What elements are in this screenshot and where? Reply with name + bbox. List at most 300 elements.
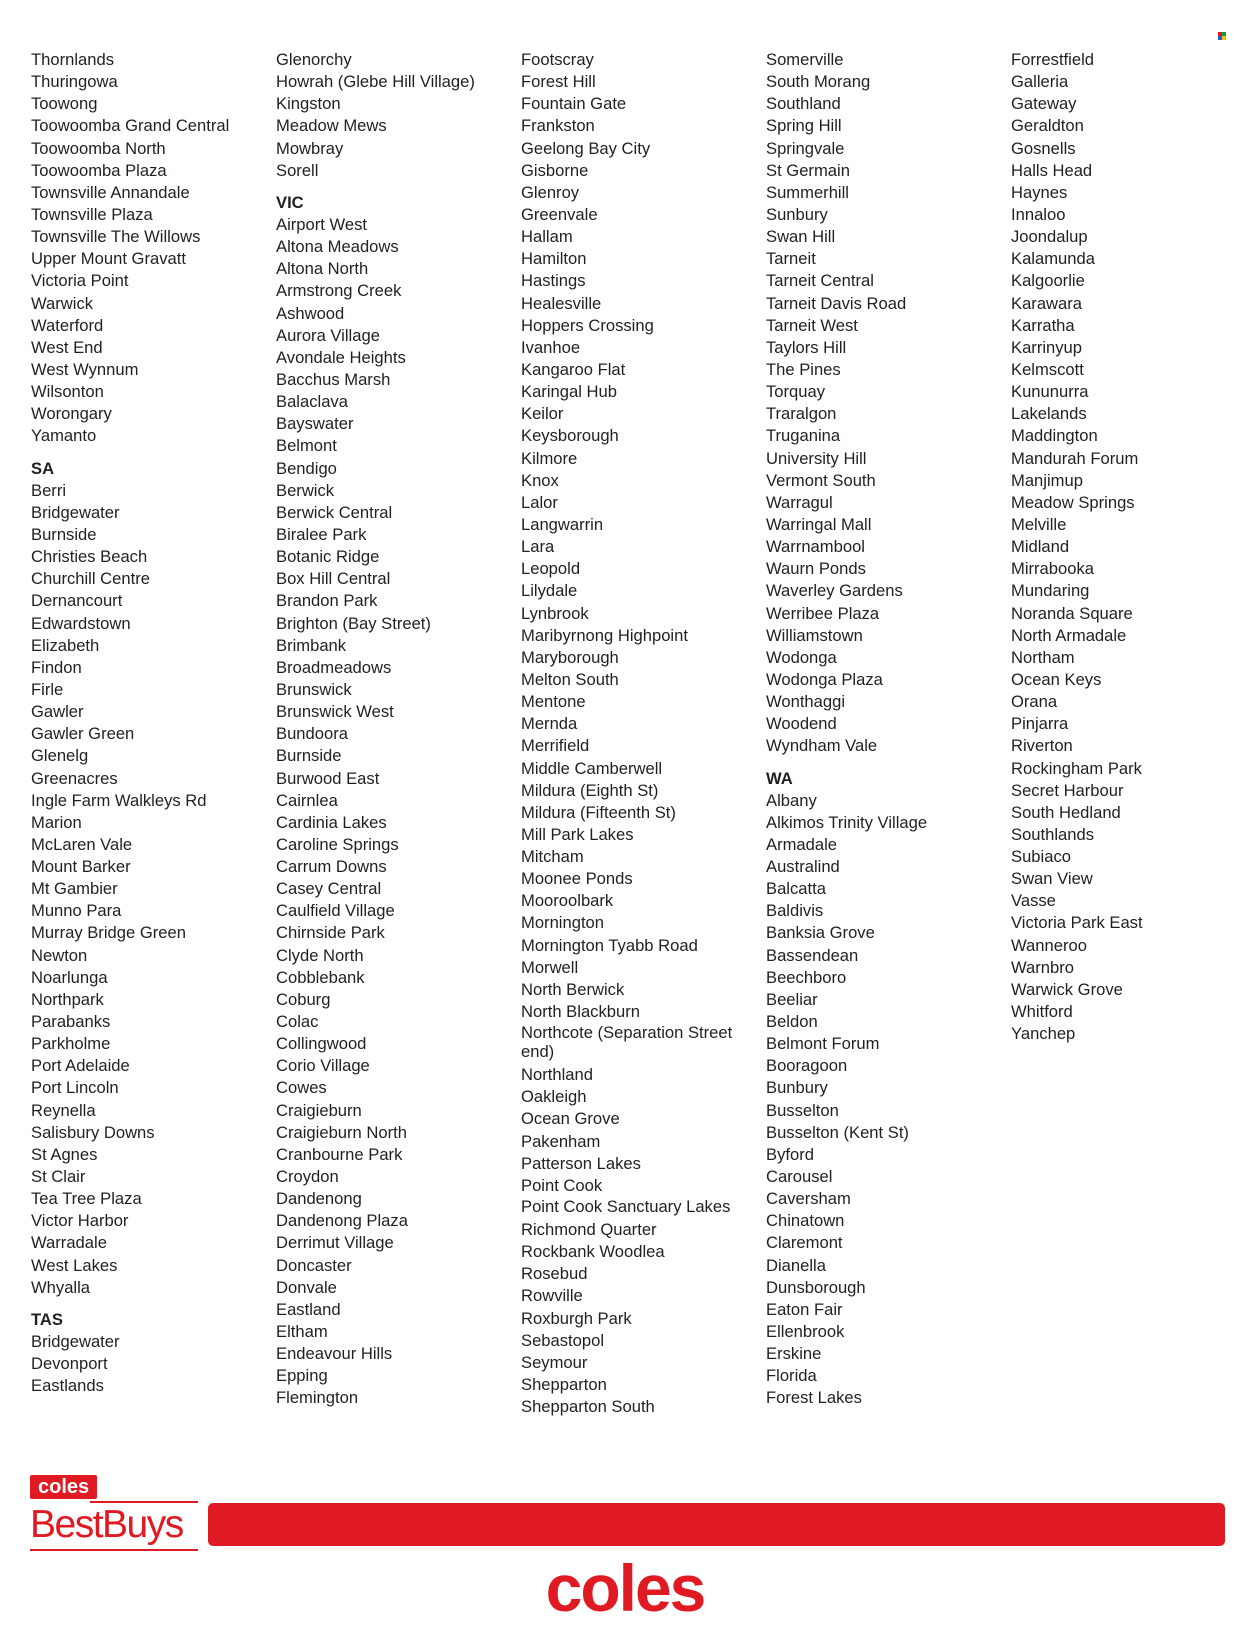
store-name: Traralgon	[766, 404, 837, 424]
store-name: Ivanhoe	[521, 337, 581, 357]
store-name: Elizabeth	[31, 635, 100, 655]
store-name: Edwardstown	[31, 613, 131, 633]
store-name: Subiaco	[1011, 847, 1071, 867]
store-name: Salisbury Downs	[31, 1122, 155, 1142]
store-name: Meadow Mews	[276, 116, 387, 136]
store-name: Caulfield Village	[276, 901, 395, 921]
store-name: Cobblebank	[276, 967, 365, 987]
store-name: Karawara	[1011, 293, 1083, 313]
store-name: Kilmore	[521, 448, 578, 468]
store-name: Meadow Springs	[1011, 492, 1135, 512]
store-column-1	[31, 49, 271, 1397]
store-name: Manjimup	[1011, 470, 1083, 490]
store-name: Bridgewater	[31, 502, 120, 522]
store-name: Whyalla	[31, 1277, 91, 1297]
store-name: Galleria	[1011, 72, 1069, 92]
store-name: North Blackburn	[521, 1002, 640, 1022]
store-name: Gawler Green	[31, 724, 135, 744]
store-name: Clyde North	[276, 945, 364, 965]
store-name: Frankston	[521, 116, 595, 136]
store-name: Brimbank	[276, 635, 347, 655]
store-name: Northcote (Separation Street end)	[521, 1023, 733, 1062]
store-name: Geelong Bay City	[521, 138, 651, 158]
store-name: Woodend	[766, 714, 837, 734]
store-name: Forest Lakes	[766, 1388, 862, 1408]
store-name: Wyndham Vale	[766, 736, 878, 756]
store-name: Point Cook	[521, 1175, 603, 1195]
store-name: Worongary	[31, 404, 112, 424]
store-name: Warradale	[31, 1233, 107, 1253]
store-name: Keilor	[521, 404, 564, 424]
store-name: Box Hill Central	[276, 569, 391, 589]
store-name: Avondale Heights	[276, 347, 406, 367]
section-spacer	[31, 448, 271, 458]
store-name: Rowville	[521, 1286, 583, 1306]
store-name: Baldivis	[766, 901, 824, 921]
store-name: Flemington	[276, 1388, 359, 1408]
store-name: Tea Tree Plaza	[31, 1189, 142, 1209]
store-name: North Berwick	[521, 979, 625, 999]
store-name: Greenacres	[31, 768, 118, 788]
store-name: Endeavour Hills	[276, 1344, 393, 1364]
store-name: Truganina	[766, 426, 841, 446]
store-name: Beldon	[766, 1012, 818, 1032]
store-name: Bridgewater	[31, 1332, 120, 1352]
store-name: Gisborne	[521, 160, 589, 180]
store-name: Halls Head	[1011, 160, 1093, 180]
store-name: Keysborough	[521, 426, 619, 446]
store-name: Mirrabooka	[1011, 559, 1095, 579]
store-name: Moonee Ponds	[521, 869, 633, 889]
store-name: Warringal Mall	[766, 514, 872, 534]
color-registration-icon	[1218, 32, 1226, 40]
store-name: Seymour	[521, 1352, 588, 1372]
store-name: St Germain	[766, 160, 850, 180]
store-name: St Clair	[31, 1167, 86, 1187]
store-name: St Agnes	[31, 1144, 98, 1164]
store-name: Mill Park Lakes	[521, 824, 634, 844]
store-name: The Pines	[766, 359, 841, 379]
store-name: Mt Gambier	[31, 879, 118, 899]
store-name: Dunsborough	[766, 1277, 866, 1297]
store-name: Kununurra	[1011, 382, 1089, 402]
store-name: Mildura (Eighth St)	[521, 780, 659, 800]
store-name: Doncaster	[276, 1255, 352, 1275]
store-name: Warwick Grove	[1011, 979, 1123, 999]
store-name: Orana	[1011, 692, 1058, 712]
section-spacer	[766, 758, 1006, 768]
store-name: Townsville Plaza	[31, 204, 153, 224]
store-column-4	[766, 49, 1006, 1410]
footer-red-bar	[208, 1503, 1225, 1546]
store-name: Northam	[1011, 647, 1075, 667]
store-name: Mernda	[521, 714, 578, 734]
store-name: Melville	[1011, 514, 1067, 534]
store-name: Secret Harbour	[1011, 780, 1124, 800]
store-name: Airport West	[276, 214, 367, 234]
store-name: Biralee Park	[276, 524, 367, 544]
store-name: Findon	[31, 657, 82, 677]
store-name: Langwarrin	[521, 514, 604, 534]
store-name: Kalamunda	[1011, 249, 1095, 269]
store-name: Wanneroo	[1011, 935, 1087, 955]
store-name: Noranda Square	[1011, 603, 1133, 623]
store-name: Warnbro	[1011, 957, 1075, 977]
state-heading: VIC	[276, 192, 304, 212]
store-name: Pinjarra	[1011, 714, 1069, 734]
store-name: Florida	[766, 1366, 817, 1386]
store-name: Forrestfield	[1011, 50, 1094, 69]
store-name: Geraldton	[1011, 116, 1084, 136]
store-name: Yamanto	[31, 426, 97, 446]
store-name: Southlands	[1011, 824, 1095, 844]
section-spacer	[31, 1299, 271, 1309]
store-name: Carrum Downs	[276, 857, 387, 877]
store-name: Burnside	[31, 524, 97, 544]
store-name: Eastland	[276, 1299, 341, 1319]
store-name: North Armadale	[1011, 625, 1127, 645]
store-name: Busselton (Kent St)	[766, 1122, 909, 1142]
store-name: Midland	[1011, 537, 1070, 557]
store-name: Innaloo	[1011, 204, 1066, 224]
store-name: Erskine	[766, 1344, 822, 1364]
store-name: Mandurah Forum	[1011, 448, 1139, 468]
store-name: Northland	[521, 1065, 593, 1085]
store-name: Brunswick West	[276, 702, 394, 722]
store-name: Berwick Central	[276, 502, 393, 522]
store-name: Casey Central	[276, 879, 382, 899]
store-name: Chirnside Park	[276, 923, 385, 943]
store-name: Merrifield	[521, 736, 590, 756]
store-name: Karrinyup	[1011, 337, 1083, 357]
store-name: Patterson Lakes	[521, 1153, 641, 1173]
store-name: Kalgoorlie	[1011, 271, 1085, 291]
store-name: Rockbank Woodlea	[521, 1242, 665, 1262]
store-name: Shepparton South	[521, 1397, 655, 1417]
store-name: Ingle Farm Walkleys Rd	[31, 790, 207, 810]
store-name: Churchill Centre	[31, 569, 150, 589]
store-name: Toowoomba Plaza	[31, 160, 167, 180]
store-name: Williamstown	[766, 625, 863, 645]
store-name: Hastings	[521, 271, 586, 291]
coles-badge: coles	[30, 1475, 97, 1499]
store-name: Forest Hill	[521, 72, 596, 92]
store-name: Mount Barker	[31, 857, 131, 877]
store-name: Yanchep	[1011, 1024, 1076, 1044]
store-name: Victoria Point	[31, 271, 129, 291]
store-name: Ellenbrook	[766, 1322, 845, 1342]
store-name: Maribyrnong Highpoint	[521, 625, 688, 645]
store-name: Haynes	[1011, 182, 1068, 202]
store-name: Morwell	[521, 957, 579, 977]
store-name: Albany	[766, 790, 817, 810]
store-name: Leopold	[521, 559, 581, 579]
store-name: Balaclava	[276, 392, 348, 412]
store-name: Armstrong Creek	[276, 281, 402, 301]
store-name: Carousel	[766, 1167, 833, 1187]
store-name: Belmont Forum	[766, 1034, 880, 1054]
store-name: Cowes	[276, 1078, 327, 1098]
store-name: Roxburgh Park	[521, 1308, 632, 1328]
coles-logo: coles	[545, 1551, 705, 1625]
bestbuys-underline	[30, 1549, 198, 1551]
store-name: Christies Beach	[31, 547, 148, 567]
store-name: Glenelg	[31, 746, 89, 766]
store-name: Craigieburn	[276, 1100, 362, 1120]
coles-bestbuys-logo	[30, 1475, 198, 1555]
store-name: Toowoomba North	[31, 138, 166, 158]
store-name: Howrah (Glebe Hill Village)	[276, 72, 475, 92]
store-column-5	[1011, 49, 1250, 1045]
store-name: Noarlunga	[31, 967, 108, 987]
store-name: Derrimut Village	[276, 1233, 394, 1253]
store-name: Hamilton	[521, 249, 587, 269]
store-name: Mowbray	[276, 138, 344, 158]
store-name: Hallam	[521, 227, 573, 247]
store-name: Maryborough	[521, 647, 619, 667]
store-name: Shepparton	[521, 1375, 607, 1395]
store-name: Townsville Annandale	[31, 182, 190, 202]
store-name: Swan Hill	[766, 227, 836, 247]
store-name: Busselton	[766, 1100, 839, 1120]
store-name: Vasse	[1011, 891, 1056, 911]
store-name: Summerhill	[766, 182, 849, 202]
store-name: Devonport	[31, 1354, 108, 1374]
store-name: Mundaring	[1011, 581, 1090, 601]
store-name: Mornington Tyabb Road	[521, 935, 698, 955]
store-name: Greenvale	[521, 204, 598, 224]
store-name: Ocean Grove	[521, 1109, 620, 1129]
store-name: Bunbury	[766, 1078, 828, 1098]
store-name: Warwick	[31, 293, 94, 313]
store-name: Gawler	[31, 702, 84, 722]
store-name: Botanic Ridge	[276, 547, 380, 567]
store-name: Lynbrook	[521, 603, 589, 623]
store-name: Tarneit West	[766, 315, 858, 335]
store-name: Brighton (Bay Street)	[276, 613, 431, 633]
store-name: Kelmscott	[1011, 359, 1084, 379]
store-name: Somerville	[766, 50, 844, 69]
store-name: Tarneit Davis Road	[766, 293, 907, 313]
store-name: Melton South	[521, 669, 619, 689]
store-name: Balcatta	[766, 879, 826, 899]
store-name: Bassendean	[766, 945, 859, 965]
store-name: Beeliar	[766, 989, 818, 1009]
store-name: Eltham	[276, 1322, 328, 1342]
store-name: Epping	[276, 1366, 328, 1386]
store-name: Wilsonton	[31, 382, 104, 402]
store-name: Dernancourt	[31, 591, 123, 611]
store-name: Mildura (Fifteenth St)	[521, 802, 676, 822]
store-name: Victoria Park East	[1011, 913, 1143, 933]
store-name: Altona Meadows	[276, 237, 399, 257]
store-name: University Hill	[766, 448, 867, 468]
store-name: Mooroolbark	[521, 891, 614, 911]
store-name: Munno Para	[31, 901, 122, 921]
store-name: Gosnells	[1011, 138, 1076, 158]
store-name: Hoppers Crossing	[521, 315, 654, 335]
store-name: Wodonga	[766, 647, 837, 667]
store-name: Burwood East	[276, 768, 380, 788]
store-list	[31, 49, 1221, 1444]
store-name: Alkimos Trinity Village	[766, 812, 928, 832]
store-name: Reynella	[31, 1100, 96, 1120]
store-name: Bacchus Marsh	[276, 369, 391, 389]
store-name: Marion	[31, 812, 82, 832]
store-name: Wodonga Plaza	[766, 669, 883, 689]
store-name: South Hedland	[1011, 802, 1121, 822]
store-name: Claremont	[766, 1233, 843, 1253]
store-name: Taylors Hill	[766, 337, 847, 357]
store-name: Warrnambool	[766, 537, 865, 557]
store-name: Port Adelaide	[31, 1056, 130, 1076]
store-name: Parkholme	[31, 1034, 111, 1054]
store-name: Waverley Gardens	[766, 581, 903, 601]
state-heading: TAS	[31, 1309, 63, 1329]
store-name: Ashwood	[276, 303, 345, 323]
store-name: Springvale	[766, 138, 845, 158]
store-name: Middle Camberwell	[521, 758, 663, 778]
store-name: Joondalup	[1011, 227, 1088, 247]
store-name: Victor Harbor	[31, 1211, 129, 1231]
store-name: South Morang	[766, 72, 871, 92]
store-name: Cardinia Lakes	[276, 812, 387, 832]
store-name: Lakelands	[1011, 404, 1087, 424]
store-name: Caversham	[766, 1189, 851, 1209]
store-name: Dianella	[766, 1255, 826, 1275]
store-name: Upper Mount Gravatt	[31, 249, 186, 269]
store-name: Belmont	[276, 436, 337, 456]
store-name: Byford	[766, 1144, 814, 1164]
store-name: Southland	[766, 94, 841, 114]
store-name: Banksia Grove	[766, 923, 875, 943]
store-name: Burnside	[276, 746, 342, 766]
store-name: Broadmeadows	[276, 657, 392, 677]
store-name: Thuringowa	[31, 72, 118, 92]
store-name: West End	[31, 337, 103, 357]
store-name: Mitcham	[521, 847, 584, 867]
store-name: Swan View	[1011, 869, 1093, 889]
store-name: Croydon	[276, 1167, 339, 1187]
store-name: Caroline Springs	[276, 834, 399, 854]
store-name: Bundoora	[276, 724, 348, 744]
store-name: Waterford	[31, 315, 104, 335]
store-name: Sunbury	[766, 204, 828, 224]
store-name: Australind	[766, 857, 840, 877]
store-column-3	[521, 49, 761, 1418]
store-name: Port Lincoln	[31, 1078, 119, 1098]
store-name: Wonthaggi	[766, 692, 846, 712]
store-name: Karingal Hub	[521, 382, 617, 402]
store-name: Eastlands	[31, 1376, 104, 1396]
store-name: Brandon Park	[276, 591, 378, 611]
store-name: Collingwood	[276, 1034, 367, 1054]
store-name: Firle	[31, 679, 64, 699]
store-name: Lalor	[521, 492, 558, 512]
state-heading: WA	[766, 768, 793, 788]
store-name: Riverton	[1011, 736, 1073, 756]
store-name: Parabanks	[31, 1012, 111, 1032]
store-name: Knox	[521, 470, 559, 490]
store-name: Tarneit	[766, 249, 816, 269]
store-name: Healesville	[521, 293, 602, 313]
store-name: Karratha	[1011, 315, 1075, 335]
store-name: Rosebud	[521, 1264, 588, 1284]
store-name: Footscray	[521, 50, 594, 69]
store-name: Murray Bridge Green	[31, 923, 186, 943]
store-name: Craigieburn North	[276, 1122, 407, 1142]
store-name: Dandenong	[276, 1189, 362, 1209]
store-name: Brunswick	[276, 679, 352, 699]
store-name: Donvale	[276, 1277, 337, 1297]
store-name: Newton	[31, 945, 88, 965]
state-heading: SA	[31, 458, 55, 478]
store-name: Toowoomba Grand Central	[31, 116, 230, 136]
store-name: Beechboro	[766, 967, 847, 987]
store-name: Coburg	[276, 989, 331, 1009]
store-name: Werribee Plaza	[766, 603, 880, 623]
store-name: Townsville The Willows	[31, 227, 201, 247]
store-name: Chinatown	[766, 1211, 845, 1231]
store-name: Berwick	[276, 480, 335, 500]
store-name: Oakleigh	[521, 1087, 587, 1107]
store-name: Sorell	[276, 160, 319, 180]
section-spacer	[276, 182, 516, 192]
store-name: Bendigo	[276, 458, 337, 478]
store-name: Lara	[521, 537, 555, 557]
store-name: Tarneit Central	[766, 271, 874, 291]
store-name: Whitford	[1011, 1002, 1073, 1022]
store-name: McLaren Vale	[31, 834, 133, 854]
store-name: Fountain Gate	[521, 94, 627, 114]
store-name: Eaton Fair	[766, 1299, 843, 1319]
store-name: Cranbourne Park	[276, 1144, 403, 1164]
store-name: Rockingham Park	[1011, 758, 1142, 778]
store-name: Cairnlea	[276, 790, 338, 810]
store-name: Lilydale	[521, 581, 578, 601]
store-name: Aurora Village	[276, 325, 380, 345]
store-column-2	[276, 49, 516, 1410]
store-name: West Wynnum	[31, 359, 139, 379]
store-name: Sebastopol	[521, 1330, 605, 1350]
store-name: Vermont South	[766, 470, 876, 490]
store-name: Dandenong Plaza	[276, 1211, 408, 1231]
store-name: Maddington	[1011, 426, 1098, 446]
store-name: Berri	[31, 480, 67, 500]
store-name: Mornington	[521, 913, 605, 933]
store-name: Altona North	[276, 259, 369, 279]
store-name: Point Cook Sanctuary Lakes	[521, 1197, 731, 1217]
store-name: Richmond Quarter	[521, 1220, 657, 1240]
store-name: Mentone	[521, 692, 586, 712]
store-name: Waurn Ponds	[766, 559, 866, 579]
store-name: Warragul	[766, 492, 833, 512]
store-name: Colac	[276, 1012, 319, 1032]
store-name: Glenroy	[521, 182, 580, 202]
store-name: West Lakes	[31, 1255, 118, 1275]
store-name: Toowong	[31, 94, 98, 114]
store-name: Thornlands	[31, 50, 115, 69]
store-name: Kangaroo Flat	[521, 359, 626, 379]
store-name: Spring Hill	[766, 116, 842, 136]
store-name: Booragoon	[766, 1056, 848, 1076]
store-name: Torquay	[766, 382, 826, 402]
store-name: Glenorchy	[276, 50, 352, 69]
store-name: Bayswater	[276, 414, 354, 434]
bestbuys-wordmark: BestBuys	[30, 1503, 183, 1546]
store-name: Armadale	[766, 834, 838, 854]
store-name: Ocean Keys	[1011, 669, 1102, 689]
